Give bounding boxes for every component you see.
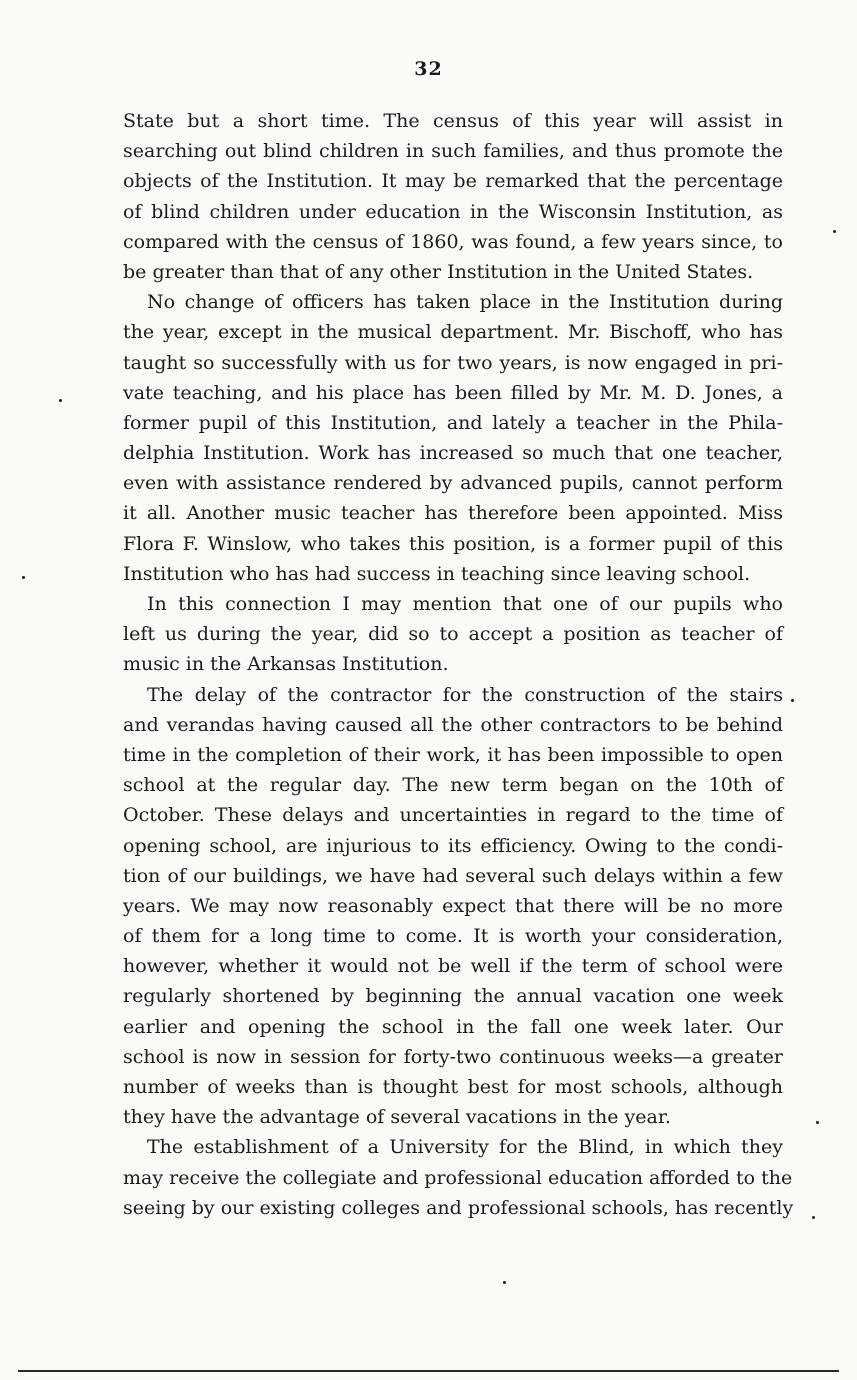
scan-speck (59, 399, 62, 402)
text-line: objects of the Institution. It may be remarked that the percentage (123, 170, 783, 193)
scan-speck (791, 699, 794, 702)
text-line: In this connection I may mention that one of our pupils who (147, 593, 783, 615)
text-line: regularly shortened by beginning the annual vacation one week (123, 985, 783, 1008)
text-line: school is now in session for forty-two continuous weeks—a greater (123, 1045, 783, 1068)
scan-speck (812, 1216, 815, 1219)
text-line: earlier and opening the school in the fall one week later. Our (123, 1015, 783, 1038)
text-line: left us during the year, did so to accept a position as teacher of (123, 623, 783, 646)
text-line: State but a short time. The census of this year will assist in (123, 110, 783, 132)
scan-speck (22, 576, 25, 579)
scan-speck (833, 230, 836, 233)
text-line: opening school, are injurious to its efficiency. Owing to the condi- (123, 834, 783, 857)
text-line: Institution who has had success in teaching since leaving school. (123, 562, 751, 585)
text-line: October. These delays and uncertainties in regard to the time of (123, 804, 783, 827)
bottom-rule (18, 1370, 839, 1372)
text-line: school at the regular day. The new term began on the 10th of (123, 774, 783, 797)
text-line: time in the completion of their work, it has been impossible to open (123, 743, 783, 766)
page-number: 32 (414, 58, 443, 80)
body-text (123, 106, 794, 1223)
text-line: searching out blind children in such families, and thus promote the (123, 140, 783, 163)
text-line: and verandas having caused all the other contractors to be behind (123, 713, 783, 736)
text-line: delphia Institution. Work has increased so much that one teacher, (123, 442, 783, 465)
text-line: years. We may now reasonably expect that there will be no more (123, 894, 783, 917)
text-line: seeing by our existing colleges and professional schools, has recently (123, 1196, 794, 1219)
text-line: compared with the census of 1860, was found, a few years since, to (123, 230, 783, 253)
text-line: they have the advantage of several vacations in the year. (123, 1106, 671, 1129)
text-line: tion of our buildings, we have had several such delays within a few (123, 864, 783, 887)
text-line: may receive the collegiate and professional education afforded to the (123, 1166, 793, 1189)
text-line: the year, except in the musical department. Mr. Bischoff, who has (123, 321, 783, 344)
text-line: it all. Another music teacher has therefore been appointed. Miss (123, 502, 783, 525)
text-line: The establishment of a University for the Blind, in which they (147, 1136, 783, 1159)
paragraph (123, 287, 783, 589)
text-line: vate teaching, and his place has been filled by Mr. M. D. Jones, a (123, 381, 783, 404)
text-line: however, whether it would not be well if the term of school were (123, 955, 783, 978)
text-line: music in the Arkansas Institution. (123, 653, 449, 676)
paragraph (123, 589, 783, 680)
text-line: taught so successfully with us for two years, is now engaged in pri- (123, 351, 783, 374)
text-line: Flora F. Winslow, who takes this position, is a former pupil of this (123, 532, 783, 555)
text-line: number of weeks than is thought best for most schools, although (123, 1076, 783, 1098)
text-line: even with assistance rendered by advanced pupils, cannot perform (123, 472, 783, 495)
paragraph (123, 106, 783, 287)
text-line: be greater than that of any other Institution in the United States. (123, 260, 754, 283)
paragraph (123, 680, 783, 1133)
text-line: of blind children under education in the Wisconsin Institution, as (123, 200, 783, 223)
text-line: No change of officers has taken place in the Institution during (147, 291, 783, 314)
text-line: former pupil of this Institution, and lately a teacher in the Phila- (123, 411, 783, 434)
scan-speck (503, 1281, 506, 1284)
paragraph (123, 1132, 794, 1223)
text-line: of them for a long time to come. It is worth your consideration, (123, 925, 783, 948)
scan-speck (816, 1121, 819, 1124)
text-line: The delay of the contractor for the construction of the stairs (147, 683, 783, 706)
